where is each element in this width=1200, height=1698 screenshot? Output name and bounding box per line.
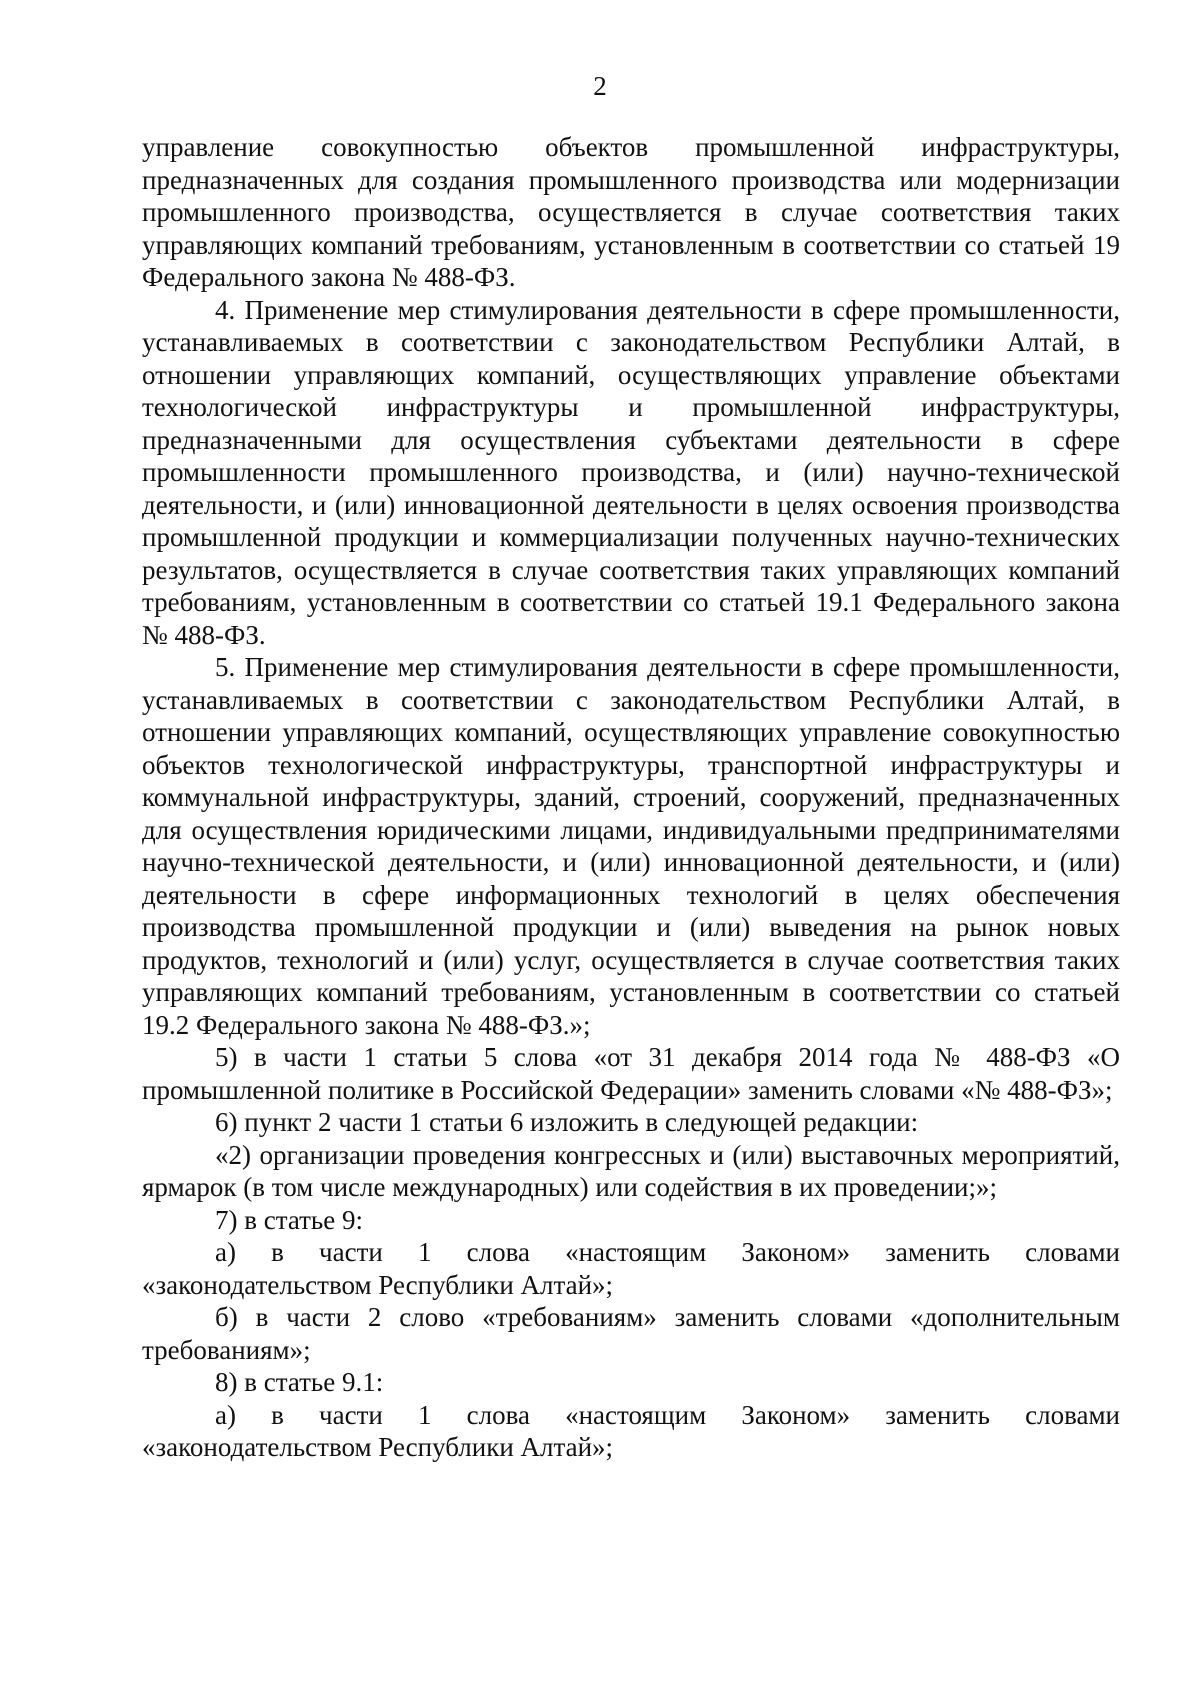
paragraph-item-4: 4. Применение мер стимулирования деятельности в сфере промышленности, устанавливаемых в соответствии с законодательством Республики Алтай, в отношении управляющих компаний, осуществляющих управление объектами технологической инфраструктуры и промышленной инфраструктуры, предназначенными для осуществления субъектами деятельности в сфере промышленности промышленного производства, и (или) научно-технической деятельности, и (или) инновационной деятельности в целях освоения производства промышленной продукции и коммерциализации полученных научно-технических результатов, осуществляется в случае соответствия таких управляющих компаний требованиям, установленным в соответствии со статьей 19.1 Федерального закона № 488-ФЗ.	[142, 294, 1120, 650]
paragraph-subitem-7a: а) в части 1 слова «настоящим Законом» заменить словами «законодательством Республики Алтай»;	[142, 1237, 1120, 1300]
paragraph-subitem-8a: а) в части 1 слова «настоящим Законом» заменить словами «законодательством Республики Алтай»;	[142, 1399, 1120, 1462]
paragraph-continuation: управление совокупностью объектов промышленной инфраструктуры, предназначенных для создания промышленного производства или модернизации промышленного производства, осуществляется в случае соответствия таких управляющих компаний требованиям, установленным в соответствии со статьей 19 Федерального закона № 488-ФЗ.	[142, 132, 1120, 292]
document-body	[142, 131, 1120, 1464]
paragraph-amendment-7: 7) в статье 9:	[215, 1204, 363, 1235]
paragraph-subitem-7b: б) в части 2 слово «требованиям» заменить словами «дополнительным требованиям»;	[142, 1302, 1120, 1365]
paragraph-amendment-8: 8) в статье 9.1:	[215, 1367, 384, 1397]
paragraph-amendment-6: 6) пункт 2 части 1 статьи 6 изложить в следующей редакции:	[215, 1107, 919, 1137]
paragraph-quoted-item-2: «2) организации проведения конгрессных и (или) выставочных мероприятий, ярмарок (в том числе международных) или содействия в их проведении;»;	[142, 1139, 1120, 1202]
paragraph-amendment-5: 5) в части 1 статьи 5 слова «от 31 декабря 2014 года № 488-ФЗ «О промышленной политике в Российской Федерации» заменить словами «№ 488-ФЗ»;	[142, 1042, 1120, 1105]
paragraph-item-5: 5. Применение мер стимулирования деятельности в сфере промышленности, устанавливаемых в соответствии с законодательством Республики Алтай, в отношении управляющих компаний, осуществляющих управление совокупностью объектов технологической инфраструктуры, транспортной инфраструктуры и коммунальной инфраструктуры, зданий, строений, сооружений, предназначенных для осуществления юридическими лицами, индивидуальными предпринимателями научно-технической деятельности, и (или) инновационной деятельности, и (или) деятельности в сфере информационных технологий в целях обеспечения производства промышленной продукции и (или) выведения на рынок новых продуктов, технологий и (или) услуг, осуществляется в случае соответствия таких управляющих компаний требованиям, установленным в соответствии со статьей 19.2 Федерального закона № 488-ФЗ.»;	[142, 652, 1120, 1040]
page-number: 2	[593, 71, 607, 101]
